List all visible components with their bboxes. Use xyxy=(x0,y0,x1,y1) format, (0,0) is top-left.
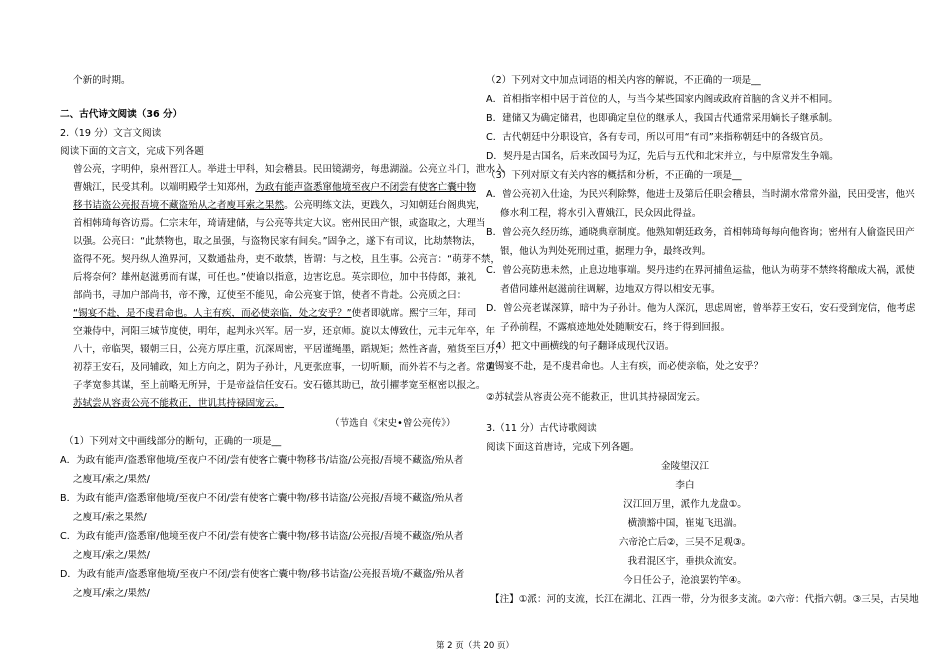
option-d-cont: 之廋耳/索之/果然/ xyxy=(73,588,150,599)
option-b: B．为政有能声/盗悉窜他境/至夜户不闭/尝有使客亡囊中物/移书诘盗/公亮报/吾境不藏盗/殆从者 xyxy=(60,493,464,504)
option-a: A．为政有能声/盗悉窜他境/至夜户不闭/尝有使客亡囊中物移书/诘盗/公亮报/吾境不藏盗/殆从者 xyxy=(60,455,464,466)
option-c-cont: 之廋耳/索之/果然/ xyxy=(73,550,150,561)
underlined-sentence: 移书诘盗公亮报吾境不藏盗殆从之者廋耳索之果然 xyxy=(73,200,285,211)
passage-line: 盗得不死。契丹纵人渔界河，又数通盐舟，吏不敢禁，皆谓：与之校，且生事。公亮言：“萌芽不禁， xyxy=(73,254,501,265)
poem-author: 李白 xyxy=(675,480,695,491)
passage-line: “锡宴不赴，是不虔君命也。人主有疾，而必使亲临，处之安乎？”使者即就席。熙宁三年，拜司 xyxy=(73,308,477,319)
option-a-cont: 之廋耳/索之/果然/ xyxy=(73,474,150,485)
passage-line: 曾公亮，字明仲，泉州晋江人。举进士甲科，知会稽县。民田镜湖旁，每患湖溢。公亮立斗门，泄水入 xyxy=(73,164,505,175)
r3-option-d: D．曾公亮老谋深算，暗中为子孙计。他为人深沉，思虑周密，曾举荐王安石，安石受到宠信，他考虑 xyxy=(486,303,916,314)
passage-line: 子孝宽参其谋，至上前略无所异，于是帝益信任安石。安石德其助已，故引擢孝宽至枢密以报之。 xyxy=(73,380,486,391)
r3-option-c-cont: 者借同雄州赵滋前往调解，边地双方得以相安无事。 xyxy=(500,284,721,295)
translation-1: ①锡宴不赴，是不虔君命也。人主有疾，而必使亲临，处之安乎？ xyxy=(486,361,764,372)
underlined-sentence: “锡宴不赴，是不虔君命也。人主有疾，而必使亲临，处之安乎？” xyxy=(73,308,352,319)
poem-note: 【注】①派：河的支流，长江在湖北、江西一带，分为很多支流。②六帝：代指六朝。③三吴，古吴地 xyxy=(490,594,919,605)
q2-header: 2.（19 分）文言文阅读 xyxy=(60,128,162,139)
passage-line: 八十，帝临哭，辍朝三日，公亮方厚庄重，沉深周密，平居谨绳墨，蹈规矩；然性吝啬，殖货至巨万， xyxy=(73,344,505,355)
lead-text: 个新的时期。 xyxy=(73,75,131,86)
page-footer: 第 2 页（共 20 页） xyxy=(435,641,515,651)
section-title: 二、古代诗文阅读（36 分） xyxy=(60,109,183,120)
r2-option-a: A．首相指宰相中居于首位的人，与当今某些国家内阁或政府首脑的含义并不相同。 xyxy=(486,94,838,105)
poem-line: 横溃豁中国，崔嵬飞迅湍。 xyxy=(627,518,743,529)
r3-option-b: B．曾公亮久经历练，通晓典章制度。他熟知朝廷政务，首相韩琦每每向他咨询；密州有人偷盗民田产 xyxy=(486,227,915,238)
question-1-prompt: （1）下列对文中画线部分的断句，正确的一项是__ xyxy=(64,436,282,447)
poem-line: 今日任公子，沧浪罢钓竿④。 xyxy=(623,575,747,586)
passage-line: 首相韩琦每咨访焉。仁宗末年，琦请建储，与公亮等共定大议。密州民田产银，或盗取之，大理当 xyxy=(73,218,486,229)
poem-line: 汉江回万里，派作九龙盘①。 xyxy=(623,499,747,510)
r2-option-d: D．契丹是古国名，后来改国号为辽，先后与五代和北宋并立，与中原常发生争端。 xyxy=(486,151,839,162)
option-b-cont: 之廋耳/索之果然/ xyxy=(73,512,147,523)
r2-option-c: C．古代朝廷中分职设官，各有专司，所以可用“有司”来指称朝廷中的各级官员。 xyxy=(486,132,829,143)
poem-line: 六帝沦亡后②，三吴不足观③。 xyxy=(618,537,752,548)
q3-header: 3.（11 分）古代诗歌阅读 xyxy=(486,423,597,434)
option-c: C．为政有能声/盗悉窜/他境至夜户不闭/尝有使客亡囊中物/移书诘盗/公亮报/吾境不藏盗/殆从者 xyxy=(60,531,464,542)
underlined-sentence: 为政有能声盗悉窜他境至夜户不闭尝有使客亡囊中物 xyxy=(255,182,476,193)
translation-2: ②苏轼尝从容责公亮不能救正，世讥其持禄固宠云。 xyxy=(486,392,706,403)
passage-line: 空兼侍中，河阳三城节度使，明年，起判永兴军。居一岁，还京师。旋以太傅致仕，元丰元年卒，年 xyxy=(73,326,496,337)
poem-title: 金陵望汉江 xyxy=(661,461,709,472)
poem-instruction: 阅读下面这首唐诗，完成下列各题。 xyxy=(486,442,640,453)
r3-option-a-cont: 修水利工程，将水引入曹娥江，民众因此得益。 xyxy=(500,208,702,219)
poem-line: 我君混区宇，垂拱众流安。 xyxy=(627,556,743,567)
r3-option-d-cont: 子孙前程，不露痕迹地处处随顺安石，终于得到回报。 xyxy=(500,322,731,333)
underlined-sentence: 苏轼尝从容责公亮不能救正，世讥其持禄固宠云。 xyxy=(73,398,285,409)
passage-line: 曹娥江，民受其利。以端明殿学士知郑州，为政有能声盗悉窜他境至夜户不闭尝有使客亡囊中物 xyxy=(73,182,476,193)
r3-option-a: A．曾公亮初入仕途，为民兴利除弊，他进士及第后任职会稽县，当时湖水常常外溢，民田受害，他兴 xyxy=(486,189,915,200)
passage-line: 后将奈何？雄州赵滋勇而有谋，可任也。”使谕以指意，边害讫息。英宗即位，加中书侍郎，兼礼 xyxy=(73,272,477,283)
question-3-prompt: （3）下列对原文有关内容的概括和分析，不正确的一项是__ xyxy=(486,170,742,181)
instruction: 阅读下面的文言文，完成下列各题 xyxy=(60,146,204,157)
passage-line: 初荐王安石，及同辅政，知上方向之，阴为子孙计，凡更张庶事，一切听顺，而外若不与之者。常遣 xyxy=(73,362,496,373)
question-4-prompt: （4）把文中画横线的句子翻译成现代汉语。 xyxy=(486,341,675,352)
r3-option-b-cont: 银，他认为判处死刑过重，据理力争，最终改判。 xyxy=(500,246,712,257)
source-citation: （节选自《宋史•曾公亮传》） xyxy=(330,418,456,429)
passage-line: 以强。公亮曰：“此禁物也，取之虽强，与盗物民家有间矣。”固争之，遂下有司议，比劫禁物法， xyxy=(73,236,482,247)
r2-option-b: B．建储又为确定储君，也即确定皇位的继承人，我国古代通常采用嫡长子继承制。 xyxy=(486,113,838,124)
option-d: D．为政有能声/盗悉窜他境/至夜户不闭/尝有使客亡囊中物/移书诘盗/公亮报吾境/不藏盗/殆从者 xyxy=(60,569,465,580)
question-2-prompt: （2）下列对文中加点词语的相关内容的解说，不正确的一项是__ xyxy=(486,75,761,86)
passage-line: 部尚书，寻加户部尚书，帝不豫，辽使至不能见，命公亮宴于馆，使者不肯赴。公亮质之曰： xyxy=(73,290,467,301)
passage-line: 移书诘盗公亮报吾境不藏盗殆从之者廋耳索之果然。公亮明练文法，更践久，习知朝廷台阁典宪， xyxy=(73,200,486,211)
r3-option-c: C．曾公亮防患未然，止息边地事端。契丹违约在界河捕鱼运盐，他认为萌芽不禁终将酿成大祸，派使 xyxy=(486,265,915,276)
